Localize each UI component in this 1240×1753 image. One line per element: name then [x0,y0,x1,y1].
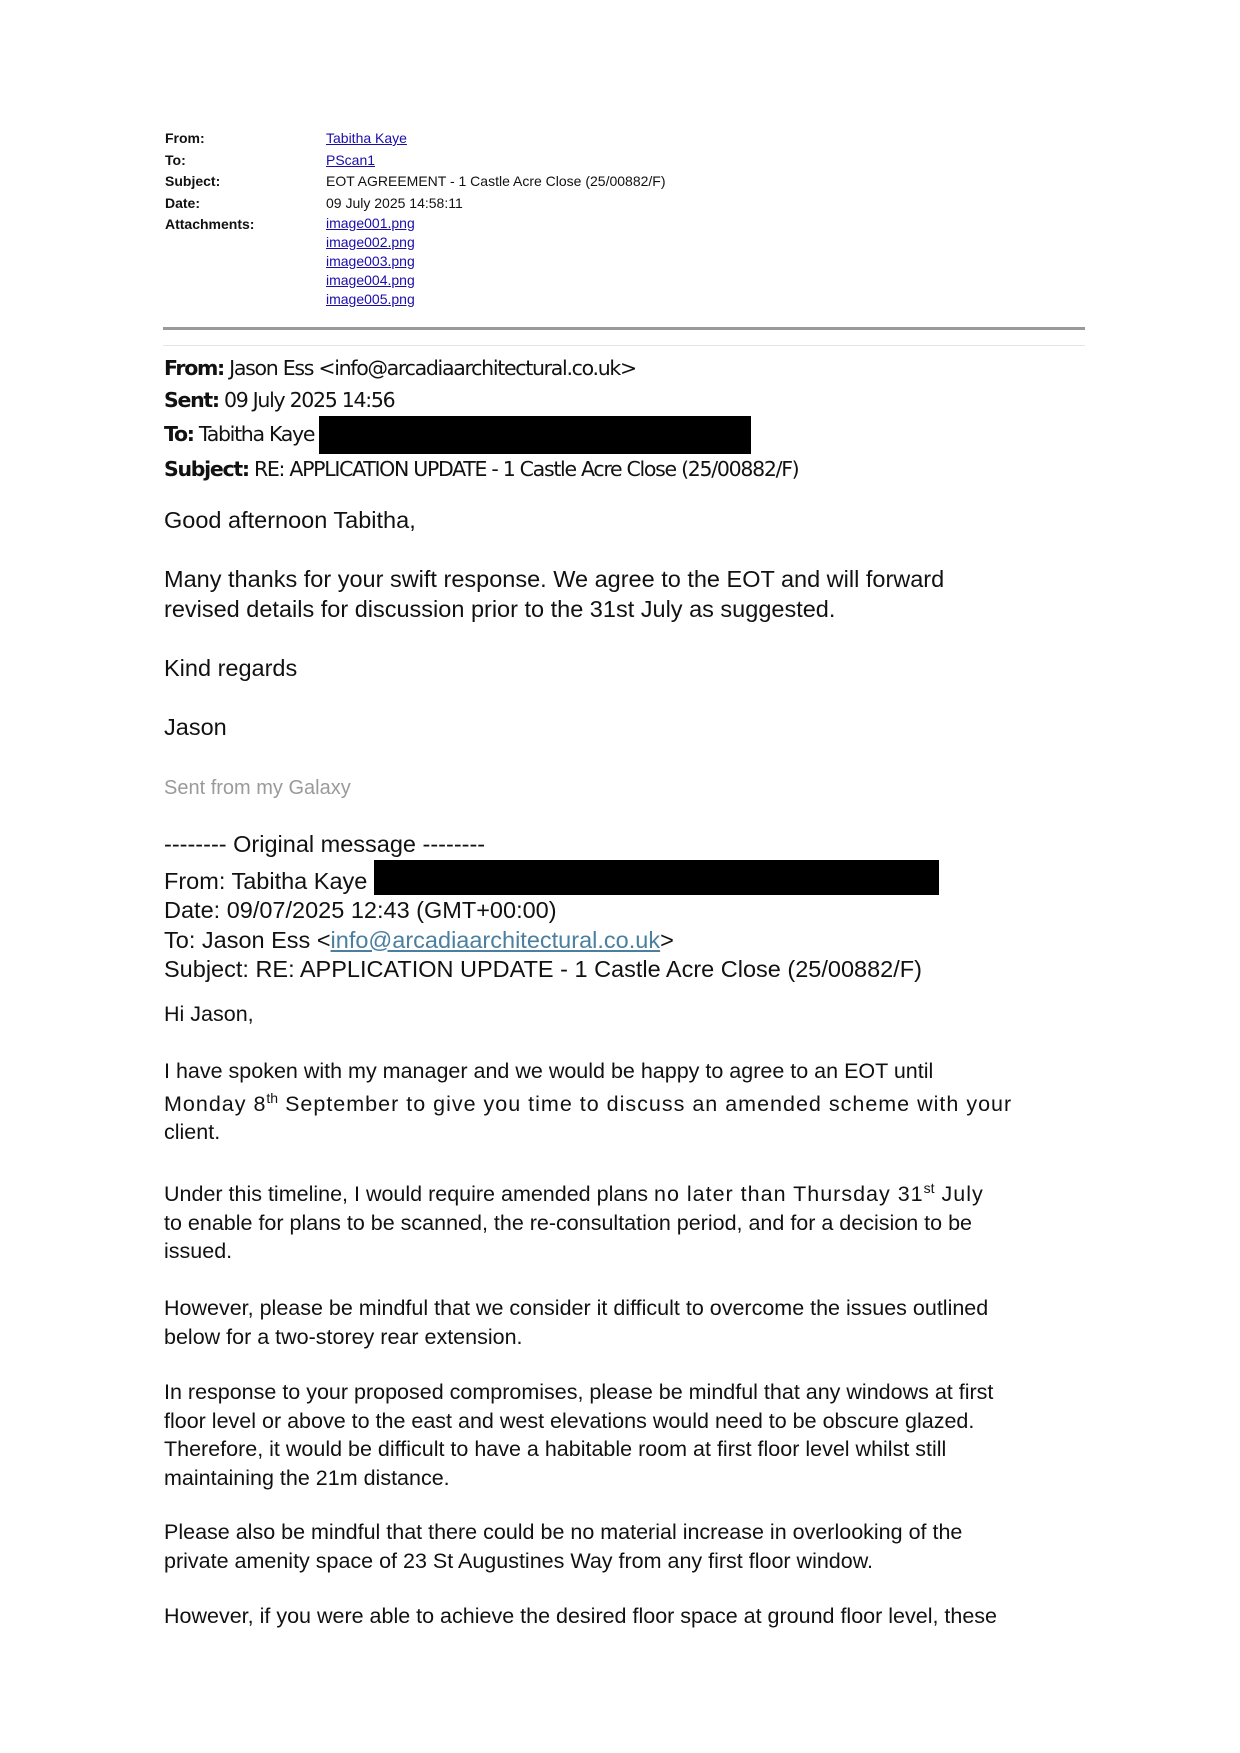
attachment-link[interactable]: image003.png [326,253,415,269]
attachment-link[interactable]: image002.png [326,234,415,250]
reply-sent-line [164,385,798,417]
message-line: to enable for plans to be scanned, the re-consultation period, and for a decision to be [164,1210,972,1235]
attachment-list [326,214,1085,309]
header-to-row [165,150,1085,172]
header-subject-value: EOT AGREEMENT - 1 Castle Acre Close (25/00882/F) [326,173,666,189]
original-date-line: Date: 09/07/2025 12:43 (GMT+00:00) [164,897,557,923]
original-to-email-link[interactable]: info@arcadiaarchitectural.co.uk [330,926,661,953]
header-to-label: To: [165,151,186,168]
message-text: Monday 8 [164,1091,267,1116]
reply-subject-label: Subject: [164,457,249,481]
original-divider: -------- Original message -------- [164,831,486,857]
header-date-label: Date: [165,194,201,211]
original-subject-line: Subject: RE: APPLICATION UPDATE - 1 Castle Acre Close (25/00882/F) [164,956,922,982]
redaction-box [374,860,939,895]
original-to-suffix: > [660,926,674,953]
message-line [164,1090,1094,1119]
message-text: July [934,1182,984,1206]
reply-sent-value: 09 July 2025 14:56 [223,387,395,412]
message-paragraph-3 [164,1294,1094,1351]
header-to-link[interactable]: PScan1 [326,151,376,168]
original-to-line [164,926,1094,956]
header-subject-label: Subject: [165,173,221,189]
message-line: Therefore, it would be difficult to have a habitable room at first floor level whilst still [164,1437,947,1461]
sent-from-note: Sent from my Galaxy [164,777,351,799]
header-divider-thin [163,345,1085,346]
message-paragraph-4 [164,1378,1094,1492]
reply-to-label: To: [164,422,194,446]
original-message-header [164,830,1094,985]
reply-from-label: From: [164,356,224,380]
message-line: However, please be mindful that we consider it difficult to overcome the issues outlined [164,1296,989,1320]
attachment-link[interactable]: image005.png [326,291,415,307]
message-line: maintaining the 21m distance. [164,1465,450,1490]
header-divider [163,327,1085,330]
message-line: However, if you were able to achieve the desired floor space at ground floor level, these [164,1604,998,1628]
reply-to-value: Tabitha Kaye [198,422,315,446]
reply-subject-line [164,454,798,486]
message-paragraph-2 [164,1180,1094,1266]
reply-subject-value: RE: APPLICATION UPDATE - 1 Castle Acre Close (25/00882/F) [253,457,799,481]
header-date-row [165,193,1085,215]
message-line: I have spoken with my manager and we would be happy to agree to an EOT until [164,1059,934,1083]
header-attachments-row [165,214,1085,309]
message-paragraph-5 [164,1518,1094,1575]
reply-closing: Kind regards [164,655,298,681]
reply-to-line [164,416,798,454]
attachment-link[interactable]: image001.png [326,215,415,231]
reply-signature: Jason [164,714,227,740]
message-line: client. [164,1120,221,1144]
message-paragraph-6 [164,1602,1094,1631]
reply-sent-label: Sent: [164,387,219,412]
superscript: st [923,1179,935,1196]
message-line: below for a two-storey rear extension. [164,1324,523,1349]
original-to-prefix: To: Jason Ess < [164,926,331,953]
reply-from-line [164,353,798,385]
message-text: September to give you time to discuss an amended scheme with your [278,1091,1013,1116]
reply-header [164,353,798,486]
header-attachments-label: Attachments: [165,216,255,232]
message-line [164,1180,1094,1209]
original-from-text: From: Tabitha Kaye [164,867,368,894]
original-from-line [164,860,1094,897]
header-subject-row [165,171,1085,193]
header-from-label: From: [165,130,205,146]
message-greeting: Hi Jason, [164,1002,254,1026]
message-line: private amenity space of 23 St Augustines Way from any first floor window. [164,1548,874,1573]
superscript: th [266,1089,279,1106]
message-line: floor level or above to the east and west elevations would need to be obscure glazed. [164,1408,975,1433]
message-paragraph-1 [164,1057,1094,1147]
email-header [165,128,1085,309]
message-line: issued. [164,1239,233,1263]
header-from-row [165,128,1085,150]
attachment-link[interactable]: image004.png [326,272,415,288]
reply-paragraph [164,564,1084,624]
header-date-value: 09 July 2025 14:58:11 [326,194,463,211]
message-line: In response to your proposed compromises, please be mindful that any windows at first [164,1380,994,1404]
message-line: Please also be mindful that there could be no material increase in overlooking of the [164,1520,963,1544]
reply-greeting: Good afternoon Tabitha, [164,507,416,533]
reply-paragraph-line: Many thanks for your swift response. We agree to the EOT and will forward [164,566,945,592]
reply-from-value: Jason Ess <info@arcadiaarchitectural.co.uk> [229,356,636,380]
redaction-box [319,416,751,454]
message-text: Under this timeline, I would require amended plans [164,1182,654,1206]
reply-paragraph-line: revised details for discussion prior to the 31st July as suggested. [164,596,836,622]
header-from-link[interactable]: Tabitha Kaye [326,130,407,146]
message-text: no later than Thursday 31 [654,1182,924,1206]
